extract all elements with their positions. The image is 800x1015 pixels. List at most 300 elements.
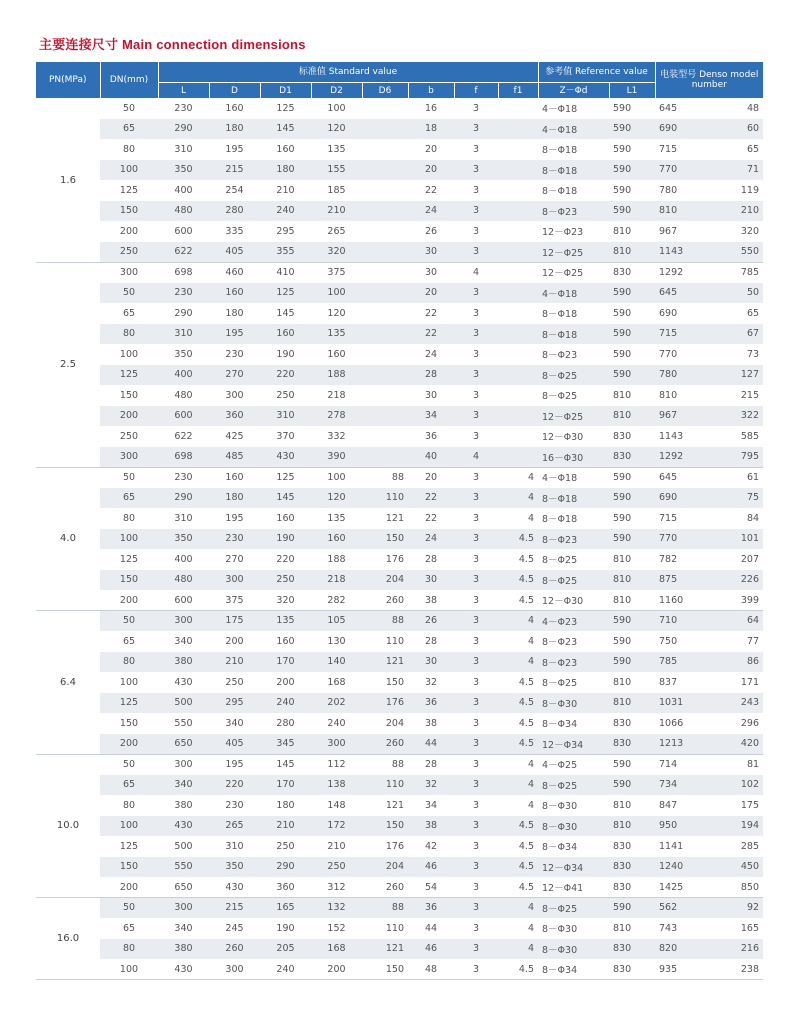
table-cell: 810 [609,549,655,570]
table-cell: 830 [609,836,655,857]
table-cell [498,139,538,160]
table-cell: 110 [362,918,408,939]
table-cell: 165 [702,918,763,939]
table-cell: 135 [260,611,311,632]
table-cell: 220 [260,549,311,570]
table-cell: 375 [209,590,260,611]
table-cell: 28 [408,754,454,775]
table-cell [498,365,538,386]
table-cell: 125 [100,365,158,386]
table-cell [362,119,408,140]
table-cell: 250 [260,836,311,857]
table-cell [498,426,538,447]
table-row [36,734,763,755]
table-cell: 218 [311,385,362,406]
table-cell [362,447,408,468]
table-cell: 3 [454,180,498,201]
table-cell: 132 [311,898,362,919]
table-cell: 405 [209,242,260,263]
table-cell: 950 [655,816,702,837]
table-cell: 168 [311,672,362,693]
table-cell: 500 [158,693,209,714]
table-cell: 690 [655,303,702,324]
table-cell: 967 [655,406,702,427]
table-cell: 4.5 [498,570,538,591]
table-cell: 380 [158,795,209,816]
table-cell: 265 [311,221,362,242]
table-cell: 3 [454,918,498,939]
header-col-d: D [209,83,260,99]
table-cell: 4.5 [498,959,538,980]
table-row [36,283,763,304]
table-cell: 4 [498,898,538,919]
table-cell: 3 [454,652,498,673]
table-cell: 320 [702,221,763,242]
table-cell [362,242,408,263]
table-cell: 135 [311,324,362,345]
table-cell: 38 [408,816,454,837]
table-cell: 380 [158,652,209,673]
table-cell: 3 [454,898,498,919]
table-cell: 30 [408,570,454,591]
table-cell: 3 [454,488,498,509]
table-cell: 4.5 [498,590,538,611]
table-cell: 36 [408,898,454,919]
table-cell: 160 [260,508,311,529]
table-cell: 300 [311,734,362,755]
table-cell: 215 [209,160,260,181]
table-cell: 100 [100,672,158,693]
table-cell: 3 [454,775,498,796]
table-cell: 125 [260,467,311,488]
table-cell: 590 [609,98,655,119]
table-cell: 50 [702,283,763,304]
table-cell: 830 [609,734,655,755]
table-cell: 36 [408,426,454,447]
table-row [36,590,763,611]
table-cell: 935 [655,959,702,980]
table-cell: 590 [609,303,655,324]
table-cell: 770 [655,160,702,181]
table-cell: 176 [362,549,408,570]
table-cell: 125 [100,549,158,570]
table-row [36,713,763,734]
table-cell: 150 [100,201,158,222]
table-cell: 780 [655,180,702,201]
table-cell: 285 [702,836,763,857]
table-cell: 4 [498,467,538,488]
table-cell: 590 [609,344,655,365]
table-cell: 430 [158,959,209,980]
table-cell: 360 [209,406,260,427]
table-cell: 48 [702,98,763,119]
table-cell [362,283,408,304]
table-cell: 22 [408,180,454,201]
table-cell: 650 [158,877,209,898]
table-cell: 8－Φ18 [538,488,609,509]
table-cell: 216 [702,939,763,960]
table-cell [362,221,408,242]
table-cell: 42 [408,836,454,857]
table-cell: 145 [260,119,311,140]
table-cell: 8－Φ18 [538,303,609,324]
table-cell: 3 [454,590,498,611]
table-cell: 8－Φ34 [538,836,609,857]
table-cell: 4.5 [498,857,538,878]
table-cell [362,406,408,427]
table-cell: 1066 [655,713,702,734]
table-row [36,652,763,673]
table-cell: 715 [655,139,702,160]
table-cell: 8－Φ18 [538,324,609,345]
table-cell: 175 [209,611,260,632]
table-cell: 230 [158,467,209,488]
table-cell: 715 [655,508,702,529]
table-cell: 100 [311,467,362,488]
table-cell: 4－Φ18 [538,119,609,140]
table-row [36,262,763,283]
table-cell: 250 [209,672,260,693]
table-cell: 780 [655,365,702,386]
table-cell: 4 [498,775,538,796]
table-cell: 360 [260,877,311,898]
table-cell: 8－Φ34 [538,959,609,980]
table-cell [498,98,538,119]
table-cell: 50 [100,283,158,304]
table-cell: 119 [702,180,763,201]
table-cell: 795 [702,447,763,468]
table-cell: 148 [311,795,362,816]
table-cell: 61 [702,467,763,488]
table-cell: 290 [260,857,311,878]
table-cell: 785 [702,262,763,283]
table-cell: 170 [260,775,311,796]
table-cell: 200 [100,221,158,242]
table-cell: 300 [209,570,260,591]
table-cell: 550 [158,713,209,734]
table-cell: 590 [609,631,655,652]
table-cell: 590 [609,611,655,632]
table-cell: 830 [609,959,655,980]
table-cell [498,447,538,468]
table-cell: 345 [260,734,311,755]
table-cell: 810 [609,406,655,427]
table-cell: 420 [702,734,763,755]
table-cell: 210 [311,836,362,857]
table-cell [362,344,408,365]
table-cell: 8－Φ30 [538,693,609,714]
table-cell: 743 [655,918,702,939]
table-cell: 100 [311,98,362,119]
table-cell: 4.5 [498,713,538,734]
table-row [36,426,763,447]
table-cell: 3 [454,365,498,386]
table-row [36,139,763,160]
table-cell: 12－Φ23 [538,221,609,242]
table-cell: 830 [609,713,655,734]
table-cell: 8－Φ23 [538,344,609,365]
table-cell: 250 [100,242,158,263]
table-cell: 480 [158,201,209,222]
table-cell: 4 [498,631,538,652]
header-pn: PN(MPa) [36,62,100,98]
table-cell: 4 [498,488,538,509]
table-cell: 4 [498,652,538,673]
table-cell: 830 [609,447,655,468]
table-cell: 80 [100,139,158,160]
table-cell: 4 [498,939,538,960]
table-cell: 175 [702,795,763,816]
table-cell: 734 [655,775,702,796]
pressure-nominal-cell: 16.0 [36,898,100,980]
pressure-nominal-cell: 1.6 [36,98,100,262]
table-cell: 40 [408,447,454,468]
table-cell: 690 [655,119,702,140]
table-cell: 350 [158,529,209,550]
table-cell: 562 [655,898,702,919]
table-cell: 4 [454,262,498,283]
table-cell: 160 [311,529,362,550]
table-cell: 698 [158,262,209,283]
table-cell: 38 [408,590,454,611]
table-cell: 190 [260,529,311,550]
table-cell: 350 [158,160,209,181]
table-cell: 600 [158,406,209,427]
table-cell: 88 [362,611,408,632]
table-cell: 3 [454,283,498,304]
table-cell: 590 [609,754,655,775]
table-cell: 810 [655,385,702,406]
table-cell: 810 [609,918,655,939]
table-cell: 810 [609,795,655,816]
table-cell: 3 [454,221,498,242]
table-cell: 410 [260,262,311,283]
table-cell: 12－Φ30 [538,590,609,611]
table-cell: 170 [260,652,311,673]
table-cell: 830 [609,857,655,878]
table-cell: 50 [100,898,158,919]
table-cell [362,324,408,345]
table-cell: 155 [311,160,362,181]
table-cell: 230 [209,344,260,365]
table-cell: 121 [362,939,408,960]
table-cell: 590 [609,201,655,222]
table-cell: 160 [260,139,311,160]
table-row [36,385,763,406]
table-row [36,631,763,652]
table-row [36,939,763,960]
table-cell: 1143 [655,242,702,263]
table-cell: 205 [260,939,311,960]
header-col-d1: D1 [260,83,311,99]
table-cell: 88 [362,898,408,919]
table-cell: 8－Φ23 [538,201,609,222]
table-cell: 121 [362,795,408,816]
table-cell: 226 [702,570,763,591]
table-cell: 65 [100,119,158,140]
table-cell: 44 [408,734,454,755]
table-cell: 4 [498,611,538,632]
table-cell: 8－Φ23 [538,631,609,652]
table-cell: 230 [209,529,260,550]
table-cell: 715 [655,324,702,345]
header-col-f1: f1 [498,83,538,99]
table-cell: 300 [209,385,260,406]
table-cell: 100 [100,160,158,181]
table-cell: 125 [100,693,158,714]
table-cell: 260 [209,939,260,960]
table-cell: 180 [209,303,260,324]
table-cell: 690 [655,488,702,509]
table-cell: 22 [408,488,454,509]
table-cell: 250 [260,385,311,406]
table-cell: 590 [609,652,655,673]
table-row [36,488,763,509]
table-cell: 240 [260,201,311,222]
table-row [36,242,763,263]
table-cell: 340 [158,918,209,939]
table-cell: 80 [100,652,158,673]
table-cell: 20 [408,160,454,181]
table-row [36,611,763,632]
table-cell: 1213 [655,734,702,755]
table-cell: 590 [609,180,655,201]
table-cell: 102 [702,775,763,796]
table-cell: 280 [209,201,260,222]
table-cell: 12－Φ25 [538,406,609,427]
table-cell: 176 [362,836,408,857]
table-cell: 4－Φ18 [538,98,609,119]
table-cell: 322 [702,406,763,427]
table-cell: 188 [311,549,362,570]
table-cell: 180 [260,160,311,181]
table-row [36,180,763,201]
table-cell: 50 [100,98,158,119]
table-cell: 28 [408,365,454,386]
table-cell: 590 [609,488,655,509]
table-cell: 250 [311,857,362,878]
table-cell: 180 [260,795,311,816]
table-cell [362,426,408,447]
table-cell: 135 [311,508,362,529]
table-cell: 622 [158,242,209,263]
header-dn: DN(mm) [100,62,158,98]
table-cell: 210 [260,180,311,201]
table-cell: 290 [158,119,209,140]
table-cell [362,160,408,181]
table-cell: 64 [702,611,763,632]
table-cell: 8－Φ25 [538,385,609,406]
table-cell [498,385,538,406]
table-cell: 3 [454,836,498,857]
table-cell [498,324,538,345]
table-cell: 770 [655,344,702,365]
table-cell: 3 [454,324,498,345]
table-cell: 54 [408,877,454,898]
table-cell: 243 [702,693,763,714]
table-cell: 215 [209,898,260,919]
table-cell [498,406,538,427]
table-cell: 320 [311,242,362,263]
table-cell: 3 [454,385,498,406]
table-cell: 110 [362,488,408,509]
table-cell: 8－Φ25 [538,775,609,796]
table-row [36,816,763,837]
table-cell: 399 [702,590,763,611]
header-denso-model-number: 电装型号 Denso model number [655,62,763,98]
table-cell: 810 [609,590,655,611]
table-cell: 8－Φ18 [538,160,609,181]
table-cell: 3 [454,139,498,160]
table-cell: 810 [609,672,655,693]
table-cell: 24 [408,201,454,222]
table-cell: 280 [260,713,311,734]
table-cell: 130 [311,631,362,652]
table-row [36,119,763,140]
table-cell: 12－Φ30 [538,426,609,447]
table-cell: 65 [100,488,158,509]
table-cell: 750 [655,631,702,652]
table-cell: 71 [702,160,763,181]
table-cell: 26 [408,611,454,632]
table-cell: 810 [609,693,655,714]
table-cell: 150 [100,385,158,406]
table-cell: 8－Φ23 [538,529,609,550]
table-cell: 194 [702,816,763,837]
table-cell: 785 [655,652,702,673]
table-cell [362,98,408,119]
table-cell: 127 [702,365,763,386]
header-col-z-phi-d: Z－Φd [538,83,609,99]
table-cell [362,303,408,324]
table-cell: 4－Φ18 [538,283,609,304]
table-cell: 260 [362,734,408,755]
table-cell: 28 [408,549,454,570]
table-cell: 200 [100,406,158,427]
table-row [36,303,763,324]
table-cell: 430 [158,816,209,837]
table-cell: 50 [100,754,158,775]
table-cell: 4 [498,508,538,529]
table-cell: 645 [655,467,702,488]
table-cell: 405 [209,734,260,755]
header-col-f: f [454,83,498,99]
table-cell: 430 [260,447,311,468]
table-row [36,98,763,119]
table-cell: 140 [311,652,362,673]
table-cell: 218 [311,570,362,591]
table-cell: 16 [408,98,454,119]
table-cell: 150 [100,570,158,591]
table-cell: 3 [454,816,498,837]
table-cell: 160 [260,324,311,345]
table-cell: 830 [609,262,655,283]
table-cell: 4 [498,795,538,816]
table-cell: 12－Φ41 [538,877,609,898]
table-cell: 195 [209,324,260,345]
table-cell: 240 [260,693,311,714]
table-cell: 550 [702,242,763,263]
header-col-d6: D6 [362,83,408,99]
table-cell: 310 [158,508,209,529]
table-row [36,570,763,591]
table-cell: 278 [311,406,362,427]
table-cell: 8－Φ30 [538,816,609,837]
pressure-nominal-cell: 10.0 [36,754,100,898]
table-row [36,324,763,345]
table-cell: 585 [702,426,763,447]
table-cell: 3 [454,693,498,714]
